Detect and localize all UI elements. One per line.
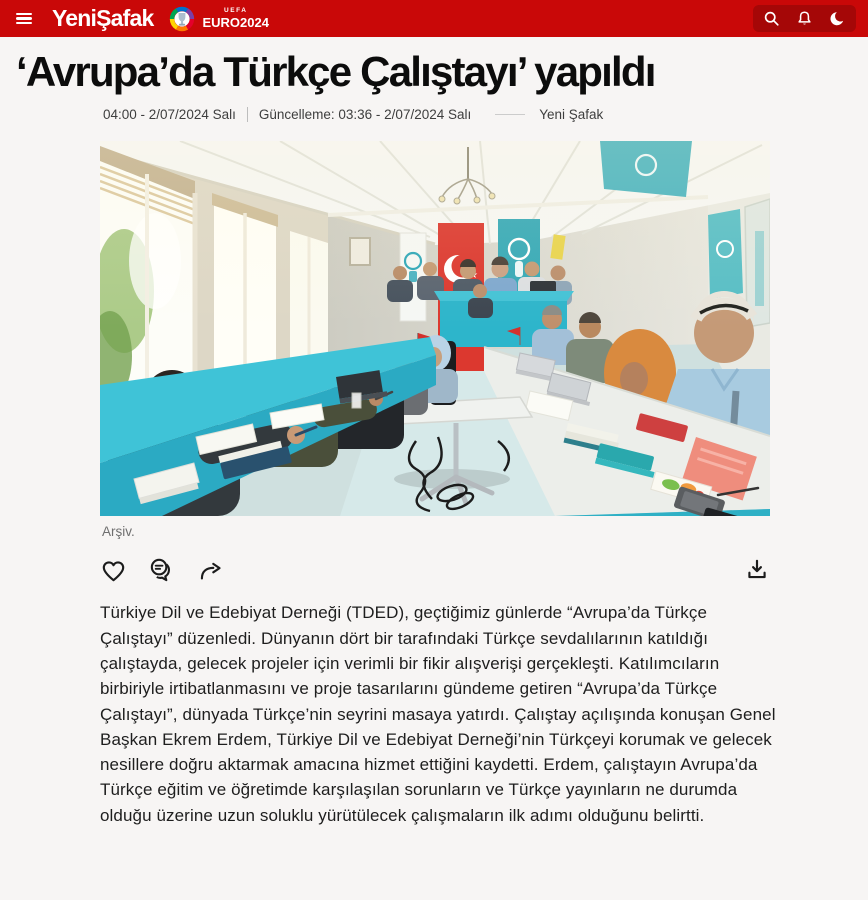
euro2024-label: EURO2024 <box>202 14 269 30</box>
meta-dash <box>495 114 525 115</box>
meeting-room-photo-illustration <box>100 141 770 516</box>
euro2024-trophy-icon <box>167 4 197 34</box>
header-icon-group <box>753 5 856 32</box>
publish-date: 04:00 - 2/07/2024 Salı <box>103 107 236 123</box>
notifications-bell-icon[interactable] <box>796 10 813 27</box>
top-header-bar <box>0 0 868 37</box>
comments-icon[interactable] <box>148 557 176 583</box>
update-date: Güncelleme: 03:36 - 2/07/2024 Salı <box>258 107 472 123</box>
euro2024-logo[interactable] <box>167 4 268 34</box>
article-meta <box>103 107 868 122</box>
yenisafak-logo[interactable]: YeniŞafak <box>52 5 154 31</box>
source-name: Yeni Şafak <box>539 107 604 123</box>
meta-separator <box>247 107 248 122</box>
dark-mode-moon-icon[interactable] <box>829 10 846 27</box>
uefa-label: UEFA <box>224 7 248 15</box>
like-heart-icon[interactable] <box>100 558 127 583</box>
photo-caption: Arşiv. <box>102 524 135 540</box>
article-photo <box>100 141 770 516</box>
search-icon[interactable] <box>763 10 780 27</box>
share-icon[interactable] <box>197 558 225 583</box>
article-actions <box>100 557 770 583</box>
hamburger-menu-icon[interactable] <box>16 13 32 25</box>
page-title: ‘Avrupa’da Türkçe Çalıştayı’ yapıldı <box>16 48 655 95</box>
article-body-text: Türkiye Dil ve Edebiyat Derneği (TDED), geçtiğimiz günlerde “Avrupa’da Türkçe Çalıştayı” düzenledi. Dünyanın dört bir tarafındaki Türkçe sevdalılarının katıldığı çalıştayda, gelecek projeler için verimli bir fikir alışverişi gerçekleşti. Katılımcıların birbiriyle irtibatlanmasını ve proje tasarılarını gündeme getiren “Avrupa’da Türkçe Çalıştayı”, dünyada Türkçe’nin seyrini masaya yatırdı. Çalıştay açılışında konuşan Genel Başkan Ekrem Erdem, Türkiye Dil ve Edebiyat Derneği’nin Türkçeyi korumak ve gelecek nesillere doğru aktarmak amacına hizmet ettiğini kaydetti. Erdem, çalıştayın Avrupa’da Türkçe eğitim ve öğretimde karşılaşılan sorunların ve Türkçe yayınların ne durumda olduğu üzerine uzun soluklu yürütülecek çalışmaların ilk adımı olduğunu belirtti. <box>100 603 776 825</box>
download-icon[interactable] <box>744 557 770 583</box>
